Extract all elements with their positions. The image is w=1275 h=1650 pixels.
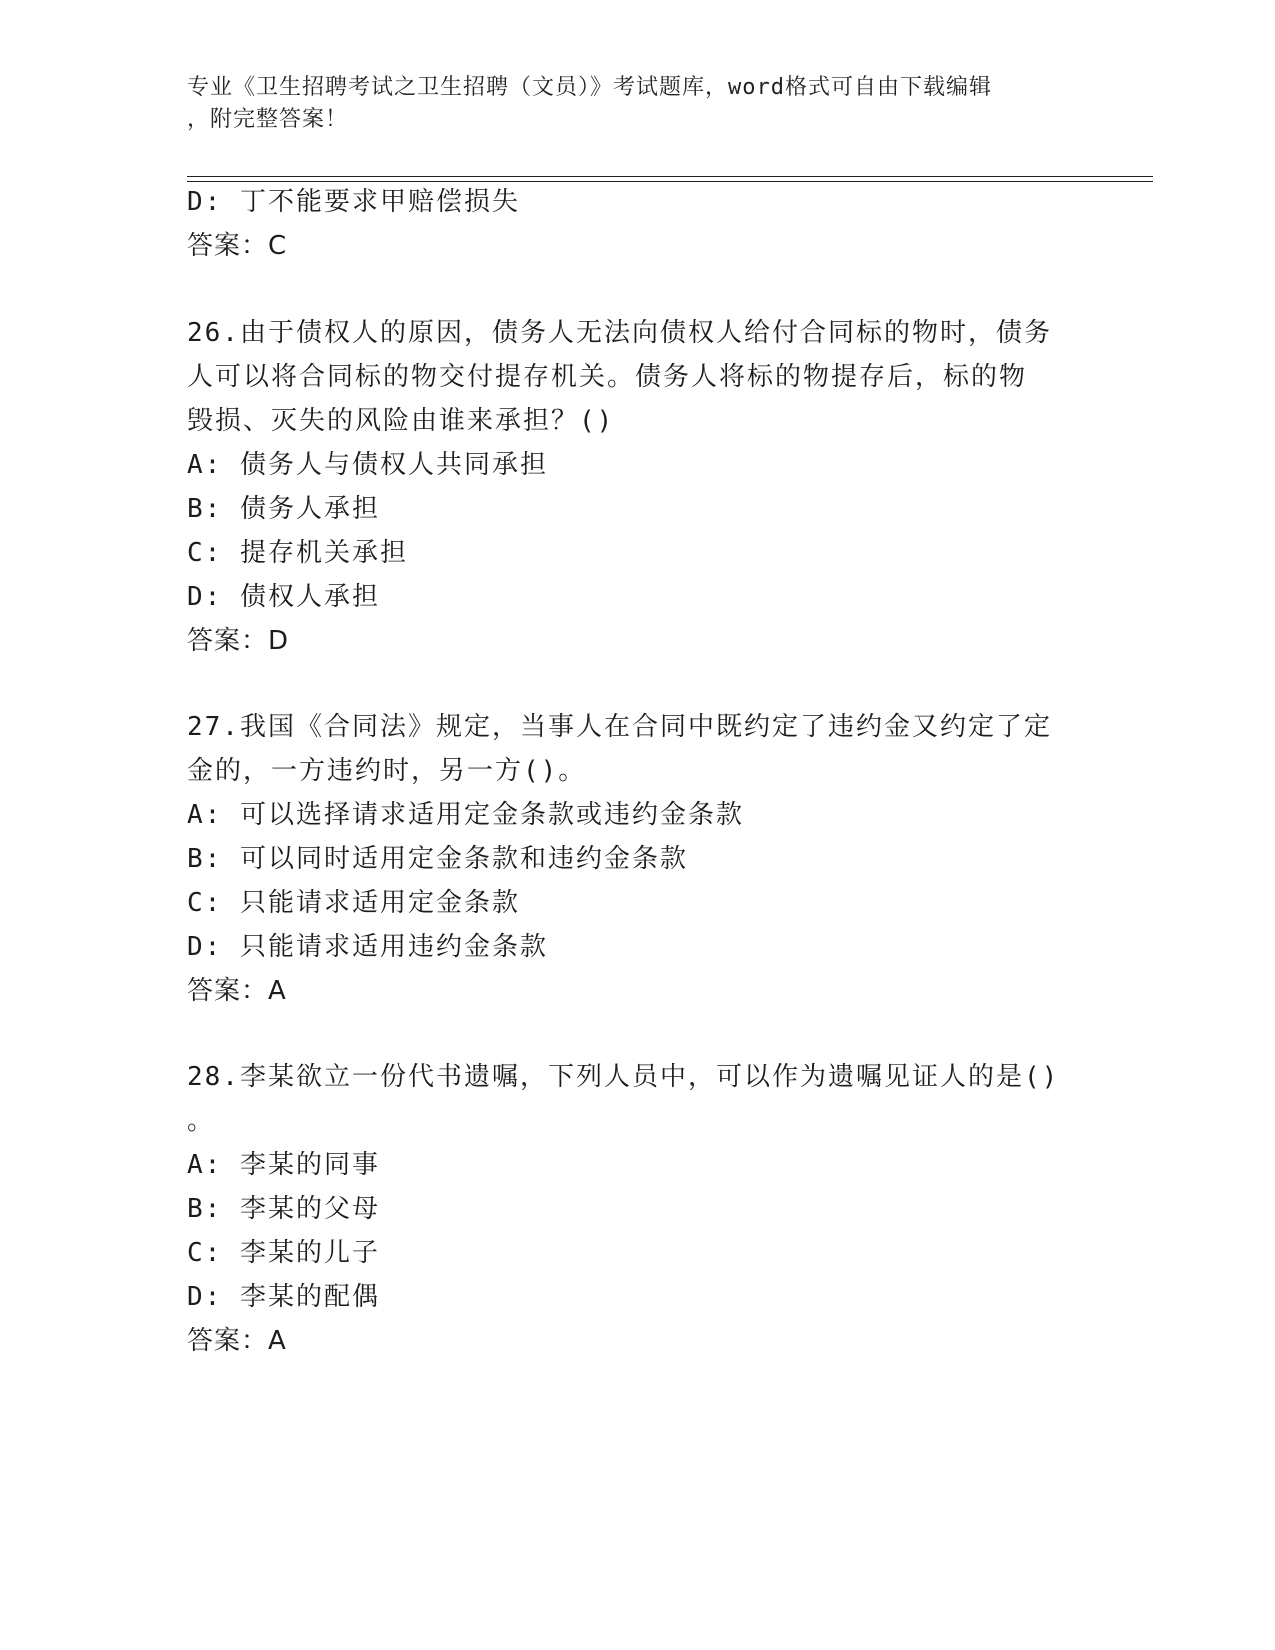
q26-answer: 答案：D xyxy=(187,626,290,656)
prev-option-d: D: 丁不能要求甲赔偿损失 xyxy=(187,187,520,217)
q27-option-d: D: 只能请求适用违约金条款 xyxy=(187,932,548,962)
header-line-1: 专业《卫生招聘考试之卫生招聘（文员）》考试题库，word格式可自由下载编辑 xyxy=(187,75,992,100)
q28-stem-line-1: 28.李某欲立一份代书遗嘱，下列人员中，可以作为遗嘱见证人的是() xyxy=(187,1062,1060,1092)
q26-option-b: B: 债务人承担 xyxy=(187,494,380,524)
q27-stem-line-2: 金的，一方违约时，另一方()。 xyxy=(187,756,587,786)
q28-option-d: D: 李某的配偶 xyxy=(187,1282,380,1312)
q26-option-d: D: 债权人承担 xyxy=(187,582,380,612)
q26-stem-line-2: 人可以将合同标的物交付提存机关。债务人将标的物提存后，标的物 xyxy=(187,362,1028,392)
q27-option-b: B: 可以同时适用定金条款和违约金条款 xyxy=(187,844,688,874)
q28-option-b: B: 李某的父母 xyxy=(187,1194,380,1224)
prev-answer: 答案：C xyxy=(187,231,288,261)
q28-option-a: A: 李某的同事 xyxy=(187,1150,380,1180)
q27-stem-line-1: 27.我国《合同法》规定，当事人在合同中既约定了违约金又约定了定 xyxy=(187,712,1052,742)
q27-answer: 答案：A xyxy=(187,976,287,1006)
q26-option-a: A: 债务人与债权人共同承担 xyxy=(187,450,548,480)
header-line-2: ，附完整答案！ xyxy=(187,107,349,132)
q26-stem-line-1: 26.由于债权人的原因，债务人无法向债权人给付合同标的物时，债务 xyxy=(187,318,1052,348)
q28-stem-line-2: 。 xyxy=(187,1106,216,1136)
q28-option-c: C: 李某的儿子 xyxy=(187,1238,380,1268)
document-header xyxy=(187,72,1067,136)
q26-stem-line-3: 毁损、灭失的风险由谁来承担？() xyxy=(187,406,615,436)
q27-option-a: A: 可以选择请求适用定金条款或违约金条款 xyxy=(187,800,744,830)
q26-option-c: C: 提存机关承担 xyxy=(187,538,408,568)
header-rule-top xyxy=(187,176,1153,177)
q27-option-c: C: 只能请求适用定金条款 xyxy=(187,888,520,918)
header-rule-bottom xyxy=(187,181,1153,182)
q28-answer: 答案：A xyxy=(187,1326,287,1356)
